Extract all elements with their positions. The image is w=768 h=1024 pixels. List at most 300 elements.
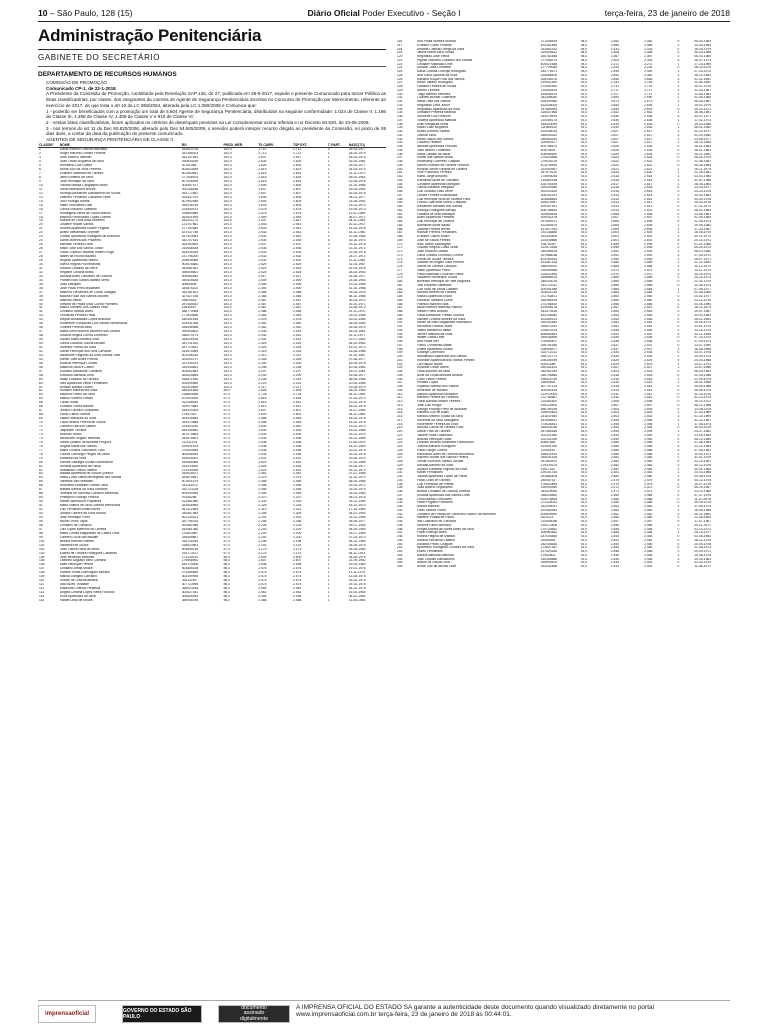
table-cell: 03-12-1974 bbox=[348, 468, 366, 472]
table-cell: 1 bbox=[327, 480, 330, 484]
table-cell: 1 bbox=[327, 219, 330, 223]
table-cell: 2.538 bbox=[293, 436, 302, 440]
table-cell: 03-04-1975 bbox=[348, 290, 366, 294]
table-cell: Cristiano Arnalt Moura bbox=[59, 567, 93, 571]
table-cell: 2.564 bbox=[293, 587, 302, 591]
table-cell: 1 bbox=[677, 482, 680, 486]
table-cell: 1 bbox=[327, 259, 330, 263]
table-cell: 55 bbox=[39, 361, 43, 365]
table-cell: 91,0 bbox=[580, 306, 588, 310]
table-cell: 44 bbox=[39, 318, 43, 322]
table-cell: 409788870 bbox=[540, 145, 558, 148]
table-cell: Saul Alves Trindade bbox=[59, 583, 90, 587]
table-cell: 404886198 bbox=[181, 567, 199, 571]
table-cell: 91,0 bbox=[580, 310, 588, 313]
table-cell: 2.614 bbox=[644, 190, 653, 193]
table-cell: Jenifer Marcela da Silva bbox=[417, 332, 453, 336]
table-cell: 183 bbox=[397, 291, 403, 295]
table-cell: 211111476 bbox=[181, 440, 198, 444]
table-cell: 1 bbox=[677, 193, 680, 197]
table-cell: 1 bbox=[677, 422, 680, 426]
table-cell: 08-11-1964 bbox=[348, 413, 366, 417]
table-cell: 1 bbox=[327, 472, 330, 476]
table-cell: 2.179 bbox=[293, 547, 302, 551]
table-cell: 270523588 bbox=[540, 156, 558, 160]
table-cell: 2.609 bbox=[293, 555, 302, 559]
table-cell: 1 bbox=[327, 547, 330, 551]
table-cell: Maria Gerlato de Assis bbox=[417, 152, 451, 156]
table-cell: Jose de Souza Pereira bbox=[417, 238, 451, 242]
table-cell: 06-12-1966 bbox=[694, 437, 712, 441]
table-cell: 1 bbox=[327, 500, 330, 504]
table-cell: 100,0 bbox=[223, 203, 232, 207]
table-cell: 1 bbox=[677, 43, 680, 47]
table-cell: Paulo Benedito Lourenco Vieira bbox=[417, 272, 464, 276]
table-cell: 0 bbox=[327, 266, 330, 270]
table-cell: 0 bbox=[677, 407, 680, 411]
table-cell: Lucia Helena Pereira de Souza bbox=[59, 421, 106, 425]
table-cell: 2.486 bbox=[610, 445, 620, 448]
table-cell: 07-07-1975 bbox=[694, 493, 712, 497]
table-cell: 2.533 bbox=[258, 251, 267, 255]
table-cell: 146 bbox=[397, 152, 403, 156]
table-cell: 22-09-1986 bbox=[694, 373, 712, 377]
table-cell: 2.425 bbox=[258, 342, 267, 346]
table-cell: 2.625 bbox=[258, 164, 267, 168]
table-cell: 91,0 bbox=[580, 381, 588, 385]
table-cell: Murilo Roberto Santos bbox=[417, 130, 450, 133]
table-cell: 2.643 bbox=[644, 107, 653, 111]
column-header: CLASSIF. bbox=[38, 143, 59, 148]
table-cell: 91,0 bbox=[580, 268, 588, 272]
table-cell: 91,0 bbox=[580, 332, 588, 336]
table-cell: 264183604 bbox=[181, 243, 199, 247]
table-cell: 277056875 bbox=[181, 176, 199, 179]
table-cell: 2.498 bbox=[610, 422, 620, 426]
table-cell: 91,0 bbox=[580, 246, 588, 250]
table-cell: 11-06-1981 bbox=[694, 81, 711, 85]
table-cell: 91,0 bbox=[580, 396, 588, 400]
table-cell: 165 bbox=[397, 223, 403, 227]
table-cell: 144713211 bbox=[540, 283, 557, 287]
table-cell: 97,0 bbox=[223, 429, 230, 432]
table-cell: 2.479 bbox=[610, 478, 620, 482]
table-cell: 2.643 bbox=[610, 107, 620, 111]
table-cell: 1 bbox=[327, 172, 330, 176]
table-cell: 82 bbox=[39, 468, 43, 472]
table-cell: 2.495 bbox=[258, 282, 267, 286]
table-cell: 308152321 bbox=[540, 193, 558, 197]
table-cell: 2.540 bbox=[258, 425, 267, 429]
table-cell: 21-03-1973 bbox=[348, 203, 366, 207]
table-cell: 16-05-1978 bbox=[348, 361, 366, 365]
table-cell: Maria Valeria da Silva Oliveira Mendonca bbox=[59, 504, 121, 508]
table-cell: 293773472 bbox=[181, 551, 199, 555]
table-cell: 202 bbox=[397, 362, 403, 366]
table-cell: 2.249 bbox=[258, 377, 267, 381]
table-cell: 100,0 bbox=[223, 195, 232, 199]
table-cell: 214583819 bbox=[540, 88, 558, 92]
ranking-table-right bbox=[396, 40, 730, 569]
table-cell: 224409886 bbox=[540, 238, 558, 242]
table-cell: 100,0 bbox=[223, 207, 232, 211]
table-cell: 58 bbox=[39, 373, 43, 377]
table-cell: 1 bbox=[677, 73, 680, 77]
table-cell: 91,0 bbox=[580, 291, 588, 295]
table-cell: Sidnei dos Santos Motta bbox=[417, 156, 453, 160]
table-cell: 22-11-1970 bbox=[348, 310, 366, 314]
table-cell: 2.515 bbox=[644, 385, 653, 388]
table-cell: 23-05-1983 bbox=[694, 433, 712, 437]
table-cell: 91,0 bbox=[580, 160, 588, 163]
table-cell: 2.565 bbox=[610, 283, 620, 287]
table-cell: 2.479 bbox=[644, 478, 653, 482]
table-cell: 0 bbox=[327, 251, 330, 255]
table-cell: 48 bbox=[39, 334, 43, 338]
table-cell: 2.575 bbox=[258, 583, 267, 587]
table-cell: 0 bbox=[677, 163, 680, 167]
table-cell: 96,0 bbox=[223, 555, 230, 559]
table-cell: Michel Victor Tapia bbox=[59, 519, 88, 523]
table-cell: 0 bbox=[327, 535, 330, 539]
table-cell: 89 bbox=[39, 496, 43, 500]
table-cell: Jose Luiz Ringor bbox=[417, 403, 442, 407]
table-cell: 1 bbox=[677, 377, 680, 381]
table-cell: 31-12-1974 bbox=[694, 396, 712, 400]
table-cell: 371408445 bbox=[540, 40, 558, 43]
table-cell: 20-07-1975 bbox=[694, 85, 712, 88]
table-cell: 2.507 bbox=[610, 403, 620, 407]
table-cell: 2.537 bbox=[644, 347, 653, 351]
table-cell: 185 bbox=[397, 298, 403, 302]
table-cell: 19830697 bbox=[181, 306, 197, 310]
table-cell: Carlos Eduardo Garcia Beckler bbox=[59, 342, 106, 346]
table-cell: 2.229 bbox=[644, 66, 653, 70]
table-cell: 1 bbox=[677, 411, 680, 415]
table-cell: 179 bbox=[397, 276, 403, 280]
table-cell: 0 bbox=[677, 388, 680, 392]
table-cell: 2.305 bbox=[258, 512, 267, 516]
table-cell: 177 bbox=[397, 268, 403, 272]
table-cell: 418533961 bbox=[181, 543, 199, 547]
table-cell: 0 bbox=[327, 203, 330, 207]
table-cell: Saulo Bittencourt Nunes bbox=[59, 187, 96, 191]
table-cell: Vanessa Vali Rettisseu bbox=[59, 480, 94, 484]
table-cell: 200 bbox=[397, 355, 403, 358]
table-cell: Michelle Ferreira Lima bbox=[59, 243, 93, 247]
table-cell: 2.472 bbox=[610, 486, 620, 490]
table-cell: Luiz Lopes Martinho de Oliveira bbox=[59, 527, 107, 531]
table-cell: 348944322 bbox=[540, 133, 558, 137]
table-cell: 229 bbox=[397, 463, 403, 467]
table-cell: 100,0 bbox=[223, 239, 232, 243]
table-cell: 1 bbox=[677, 276, 680, 280]
table-cell: 18-08-1981 bbox=[694, 111, 712, 115]
table-cell: Samir Moreira dos Prazeres bbox=[59, 239, 101, 243]
table-cell: 0 bbox=[677, 197, 680, 201]
table-cell: 91,0 bbox=[580, 437, 588, 441]
table-cell: 2.494 bbox=[644, 426, 653, 430]
table-cell: 2.539 bbox=[258, 432, 267, 436]
table-cell: 30-03-1975 bbox=[694, 426, 712, 430]
table-cell: 2.613 bbox=[644, 201, 653, 205]
table-cell: 2.592 bbox=[644, 250, 653, 253]
table-cell: 1 bbox=[327, 326, 330, 330]
table-cell: 2.425 bbox=[293, 342, 302, 346]
table-cell: 100,0 bbox=[223, 160, 232, 164]
table-cell: 1 bbox=[327, 310, 330, 314]
table-cell: 97,0 bbox=[223, 444, 230, 448]
table-cell: 1 bbox=[677, 355, 680, 358]
table-cell: 10-02-1972 bbox=[694, 452, 712, 456]
table-cell: 1 bbox=[677, 475, 680, 478]
table-cell: 91,0 bbox=[580, 137, 588, 141]
table-cell: Wanderson Aparecido dos Santos bbox=[417, 355, 467, 358]
table-cell: 29-04-1977 bbox=[348, 147, 366, 152]
table-cell: 348435910 bbox=[540, 265, 558, 268]
table-cell: 100,0 bbox=[223, 349, 232, 353]
table-cell: 91,0 bbox=[580, 152, 588, 156]
table-cell: 91,0 bbox=[580, 448, 588, 452]
list-title: AGENTES DE SEGURANÇA PENITENCIÁRIA DE CLASSE II bbox=[46, 137, 173, 143]
table-cell: 1 bbox=[677, 137, 680, 141]
table-cell: Anderson de Moraes bbox=[417, 388, 448, 392]
table-cell: 0 bbox=[677, 385, 680, 388]
table-cell: 1 bbox=[677, 81, 680, 85]
table-cell: 94,0 bbox=[580, 58, 588, 62]
table-cell: 2.543 bbox=[293, 227, 302, 231]
table-cell: 209 bbox=[397, 388, 403, 392]
table-cell: Adriano Jose Lombardi bbox=[417, 66, 451, 70]
table-cell: 91,0 bbox=[580, 546, 588, 550]
table-cell: 2.575 bbox=[258, 575, 267, 579]
imprensa-oficial-logo: imprensaoficial bbox=[38, 1005, 96, 1023]
table-cell: 2.537 bbox=[293, 243, 302, 247]
table-cell: 196 bbox=[397, 340, 403, 343]
table-cell: 1 bbox=[327, 223, 330, 227]
table-cell: Aparecido Rodrigues Cordeiro da Silva bbox=[417, 546, 475, 550]
table-cell: 2.545 bbox=[258, 421, 267, 425]
table-cell: 257455052 bbox=[181, 302, 199, 306]
table-cell: 26-03-1972 bbox=[348, 298, 366, 302]
table-cell: 100,0 bbox=[223, 247, 232, 251]
table-cell: 0 bbox=[327, 417, 330, 421]
table-cell: 118 bbox=[397, 47, 403, 51]
table-cell: 0 bbox=[677, 238, 680, 242]
table-cell: 11917152 bbox=[540, 467, 556, 471]
table-cell: 13-08-1978 bbox=[694, 407, 712, 411]
table-cell: 246 bbox=[397, 527, 403, 531]
table-cell: 2.490 bbox=[644, 437, 653, 441]
table-cell: 1 bbox=[677, 553, 680, 557]
table-cell: 11-12-1970 bbox=[694, 265, 711, 268]
table-cell: 2.175 bbox=[293, 551, 302, 555]
table-cell: 100,0 bbox=[223, 381, 232, 385]
table-cell: 29-05-1975 bbox=[694, 501, 712, 505]
table-cell: Jose Henrique da Silva bbox=[59, 179, 94, 183]
table-cell: 233 bbox=[397, 478, 403, 482]
table-cell: 2.539 bbox=[610, 336, 620, 340]
table-cell: Jose Benedito Barbosa bbox=[59, 555, 94, 559]
table-cell: 244 bbox=[397, 520, 403, 523]
table-cell: 91,0 bbox=[580, 190, 588, 193]
table-cell: 66 bbox=[39, 405, 43, 409]
table-cell: 242096041 bbox=[540, 505, 558, 508]
table-cell: 345876202 bbox=[181, 286, 199, 290]
table-cell: 279429375 bbox=[540, 463, 558, 467]
table-cell: 2.408 bbox=[644, 51, 653, 55]
table-cell: 07-03-1973 bbox=[348, 535, 366, 539]
table-cell: 200562985 bbox=[181, 523, 199, 527]
table-cell: 97,0 bbox=[223, 527, 230, 531]
table-cell: Joao Marques bbox=[59, 282, 81, 286]
table-cell: 2.613 bbox=[644, 208, 653, 212]
table-cell: 24-09-1979 bbox=[348, 543, 366, 547]
table-cell: Valdir Goncalves Dias bbox=[59, 203, 93, 207]
table-cell: 153 bbox=[397, 178, 403, 182]
table-cell: Leandro Fernando Cabarran Pena bbox=[59, 195, 111, 199]
table-cell: 164 bbox=[397, 220, 403, 223]
table-cell: 2.606 bbox=[644, 220, 653, 223]
table-cell: 14-06-1981 bbox=[348, 199, 366, 203]
table-cell: 14-07-1966 bbox=[694, 366, 712, 370]
table-cell: 2.482 bbox=[610, 467, 620, 471]
table-cell: 01-10-1986 bbox=[348, 286, 366, 290]
table-cell: 19-03-1985 bbox=[348, 429, 366, 432]
table-cell: 2.616 bbox=[293, 176, 302, 179]
table-cell: 122 bbox=[397, 62, 403, 66]
table-cell: Elizeu Fernandes bbox=[417, 550, 443, 553]
table-cell: 0 bbox=[677, 538, 680, 542]
table-cell: 2.608 bbox=[610, 212, 620, 216]
table-cell: 0 bbox=[677, 145, 680, 148]
table-cell: Joao Carlos Faria de Mello bbox=[59, 547, 100, 551]
table-cell: 2.179 bbox=[258, 547, 267, 551]
table-cell: 23-08-1983 bbox=[348, 278, 366, 282]
table-cell: 445416638 bbox=[181, 278, 199, 282]
table-cell: 2.615 bbox=[293, 179, 302, 183]
table-cell: 2.456 bbox=[610, 523, 620, 527]
table-cell: Valdec Marques da Silva bbox=[59, 417, 97, 421]
table-cell: 2.603 bbox=[293, 203, 302, 207]
table-cell: Aline da Costa Almeida Amaral bbox=[417, 373, 463, 377]
table-cell: 91,0 bbox=[580, 542, 588, 546]
table-cell: 1 bbox=[327, 191, 330, 195]
table-cell: Hyjmer Mauricio Custodio dos Santos bbox=[417, 58, 473, 62]
table-cell: 174626451 bbox=[540, 422, 558, 426]
table-cell: 0 bbox=[677, 152, 680, 156]
table-cell: 19-05-1973 bbox=[694, 321, 712, 325]
table-cell: 2.523 bbox=[610, 370, 620, 373]
table-cell: 2.482 bbox=[610, 40, 620, 43]
table-cell: 63 bbox=[39, 393, 43, 397]
table-cell: 50 bbox=[39, 342, 43, 346]
table-cell: 195692803 bbox=[540, 411, 558, 415]
table-cell: 0 bbox=[677, 66, 680, 70]
table-cell: 215522465 bbox=[540, 272, 558, 276]
table-cell: 91,0 bbox=[580, 115, 588, 118]
table-cell: 167 bbox=[397, 231, 403, 235]
table-cell: 100,0 bbox=[223, 191, 232, 195]
table-cell: Mario Jose dos Santos Junior bbox=[59, 247, 104, 251]
table-cell: 283025665 bbox=[181, 373, 199, 377]
table-cell: 2.425 bbox=[258, 345, 267, 349]
table-cell: 0 bbox=[677, 317, 680, 321]
table-cell: 252034630 bbox=[181, 464, 199, 468]
table-cell: 24-12-1973 bbox=[694, 276, 712, 280]
table-cell: 2.539 bbox=[644, 336, 653, 340]
table-cell: 100,0 bbox=[223, 164, 232, 168]
table-cell: 192 bbox=[397, 325, 403, 328]
table-cell: 40524625 bbox=[540, 148, 556, 152]
table-cell: 28005743 bbox=[540, 478, 556, 482]
table-cell: 2.635 bbox=[610, 115, 620, 118]
table-cell: 271132610 bbox=[181, 555, 198, 559]
table-cell: 0 bbox=[677, 212, 680, 216]
table-cell: 91,0 bbox=[580, 231, 588, 235]
table-cell: 2.614 bbox=[644, 197, 653, 201]
table-cell: 1 bbox=[677, 467, 680, 471]
table-cell: Natalia Aparecida de Souza Queiroz bbox=[59, 472, 114, 476]
table-cell: 2.455 bbox=[610, 531, 620, 535]
table-cell: 1 bbox=[677, 415, 680, 418]
table-cell: 302321960 bbox=[540, 433, 558, 437]
seal-line-2: assinado bbox=[243, 1010, 265, 1017]
table-cell: David Robson Oliveira Machado bbox=[59, 147, 108, 152]
table-cell: 06-01-1980 bbox=[348, 595, 366, 599]
table-cell: Fabiana Ferreira de Souza bbox=[417, 85, 457, 88]
table-cell: 02-09-1977 bbox=[348, 464, 366, 468]
table-cell: 2.613 bbox=[610, 201, 620, 205]
table-cell: 100,0 bbox=[223, 255, 232, 259]
table-cell: 299124500 bbox=[540, 403, 558, 407]
section-title: Administração Penitenciária bbox=[38, 26, 262, 45]
table-cell: 217 bbox=[397, 418, 403, 422]
table-cell: 2.616 bbox=[644, 186, 653, 190]
table-cell: Antonio Carlos de Oliveira Filho bbox=[417, 426, 464, 430]
table-cell: 91,0 bbox=[580, 355, 588, 358]
table-cell: 2.452 bbox=[258, 326, 267, 330]
table-cell: 243118372 bbox=[181, 484, 198, 488]
table-cell: 97,0 bbox=[223, 535, 230, 539]
table-cell: 2.482 bbox=[644, 40, 653, 43]
table-cell: 205 bbox=[397, 373, 403, 377]
table-cell: 13-10-1975 bbox=[694, 328, 712, 332]
table-cell: Jaqueline Teixeira bbox=[59, 429, 87, 432]
table-cell: 90 bbox=[39, 500, 43, 504]
table-cell: 206155399 bbox=[540, 358, 558, 362]
table-cell: 2.462 bbox=[610, 512, 620, 516]
table-cell: 1 bbox=[327, 298, 330, 302]
table-cell: 1 bbox=[677, 261, 680, 265]
table-cell: 91,0 bbox=[580, 377, 588, 381]
table-cell: 1 bbox=[327, 211, 330, 215]
table-cell: 1 bbox=[327, 235, 330, 239]
table-cell: 447022583 bbox=[181, 508, 199, 512]
table-cell: 97,0 bbox=[223, 401, 230, 405]
table-cell: 2.449 bbox=[293, 492, 302, 496]
table-cell: 2.625 bbox=[610, 152, 620, 156]
table-cell: 269888578 bbox=[540, 276, 558, 280]
table-cell: 904578880 bbox=[181, 262, 199, 266]
table-cell: Mario Jorge Antunes bbox=[417, 175, 448, 178]
table-cell: 91,0 bbox=[580, 501, 588, 505]
table-cell: 08-01-1962 bbox=[694, 126, 712, 130]
table-cell: Rubens Paulo Mundino bbox=[417, 523, 452, 527]
table-cell: 0 bbox=[677, 512, 680, 516]
table-cell: 1 bbox=[677, 418, 680, 422]
table-cell: 125 bbox=[397, 73, 403, 77]
